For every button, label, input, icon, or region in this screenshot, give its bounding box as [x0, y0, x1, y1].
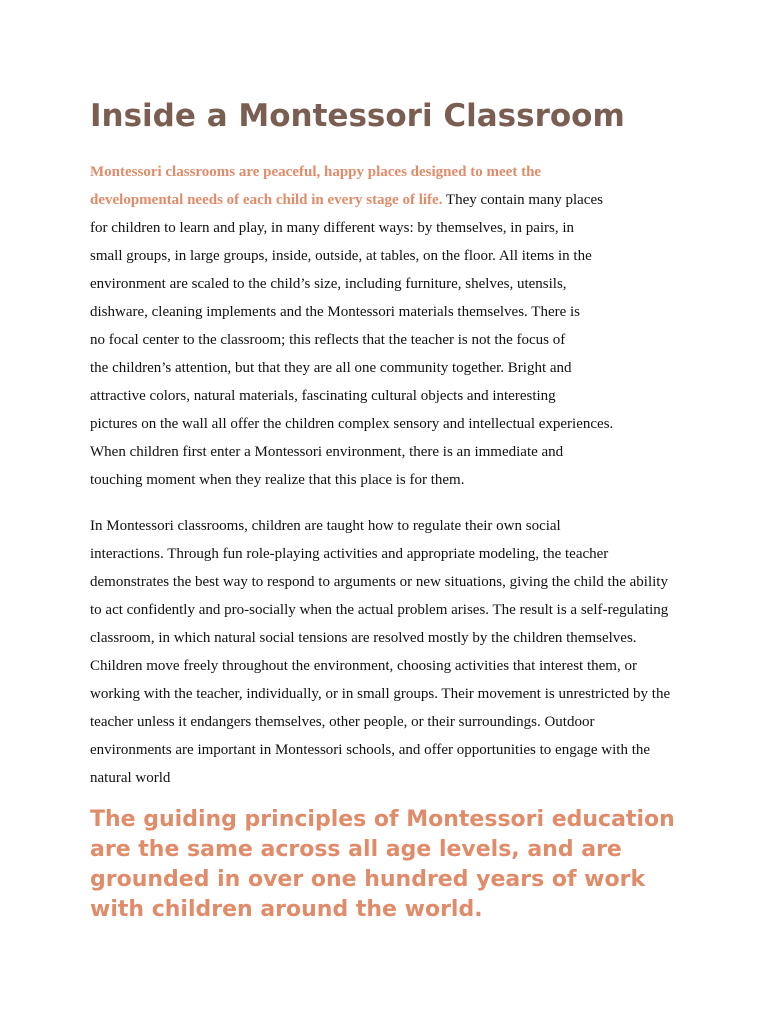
lead-line: developmental needs of each child in every stage of life.: [90, 192, 443, 208]
paragraph-line: teacher unless it endangers themselves, other people, or their surroundings. Outdoor: [90, 714, 595, 730]
paragraph-line: the children’s attention, but that they are all one community together. Bright and: [90, 360, 572, 376]
paragraph-line: attractive colors, natural materials, fascinating cultural objects and interesting: [90, 388, 556, 404]
paragraph-line: small groups, in large groups, inside, outside, at tables, on the floor. All items in the: [90, 248, 592, 264]
paragraph-line: classroom, in which natural social tensions are resolved mostly by the children themselves.: [90, 630, 637, 646]
page-title: Inside a Montessori Classroom: [90, 98, 625, 134]
paragraph-line-rest: They contain many places: [442, 192, 603, 208]
paragraph-line: environment are scaled to the child’s size, including furniture, shelves, utensils,: [90, 276, 567, 292]
paragraph-line: working with the teacher, individually, or in small groups. Their movement is unrestricted by the: [90, 686, 671, 702]
paragraph-line: dishware, cleaning implements and the Montessori materials themselves. There is: [90, 304, 581, 320]
pull-quote-line: are the same across all age levels, and are: [90, 837, 622, 862]
paragraph-line: demonstrates the best way to respond to arguments or new situations, giving the child the ability: [90, 574, 668, 590]
paragraph-line: no focal center to the classroom; this reflects that the teacher is not the focus of: [90, 332, 566, 348]
pull-quote-line: grounded in over one hundred years of work: [90, 867, 646, 892]
paragraph-line: natural world: [90, 770, 171, 786]
paragraph-line: for children to learn and play, in many different ways: by themselves, in pairs, in: [90, 220, 575, 236]
paragraph-line: to act confidently and pro-socially when the actual problem arises. The result is a self-regulating: [90, 602, 669, 618]
pull-quote-line: with children around the world.: [90, 897, 483, 922]
paragraph-line: touching moment when they realize that this place is for them.: [90, 472, 465, 488]
paragraph-line: interactions. Through fun role-playing activities and appropriate modeling, the teacher: [90, 546, 609, 562]
paragraph-line: environments are important in Montessori schools, and offer opportunities to engage with the: [90, 742, 651, 758]
paragraph-line: pictures on the wall all offer the children complex sensory and intellectual experiences.: [90, 416, 614, 432]
lead-line: Montessori classrooms are peaceful, happy places designed to meet the: [90, 164, 542, 180]
paragraph-line: When children first enter a Montessori environment, there is an immediate and: [90, 444, 564, 460]
pull-quote-line: The guiding principles of Montessori education: [90, 807, 675, 832]
paragraph-line: In Montessori classrooms, children are taught how to regulate their own social: [90, 518, 561, 534]
paragraph-line: Children move freely throughout the environment, choosing activities that interest them, or: [90, 658, 637, 674]
paragraph-line: [90, 190, 603, 210]
